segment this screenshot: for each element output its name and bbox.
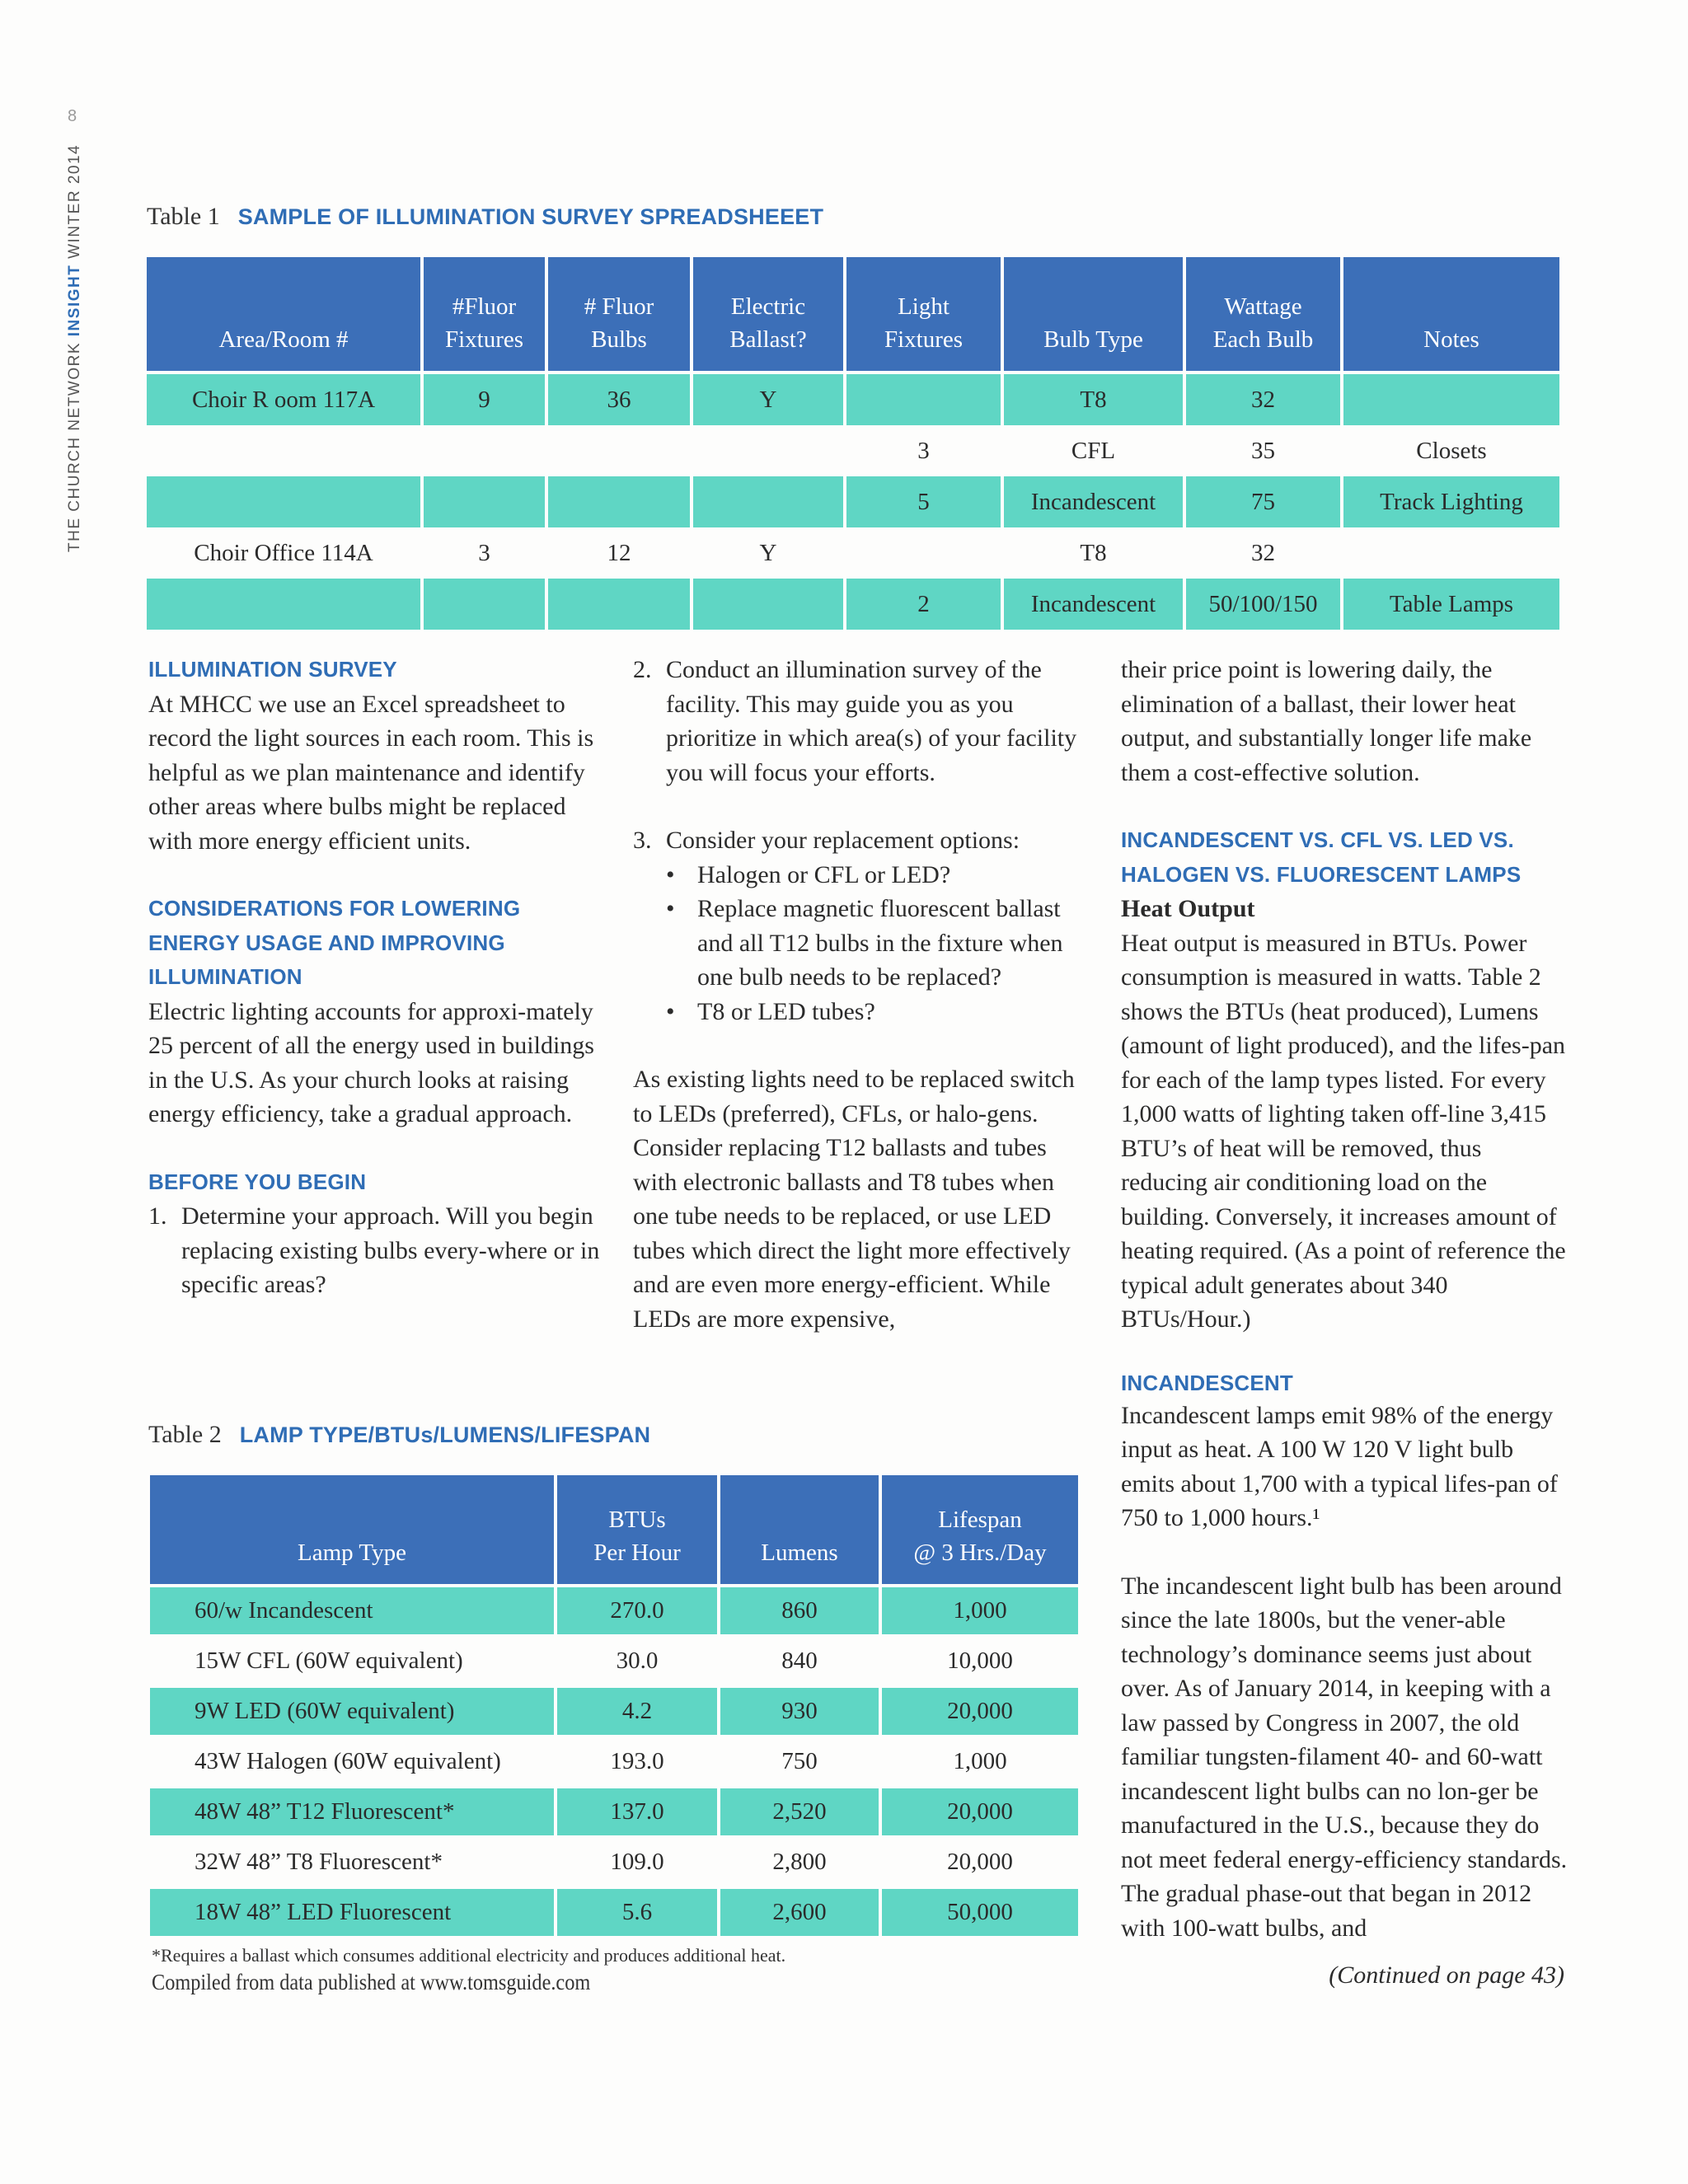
table2-caption xyxy=(148,1421,650,1449)
table2-label: Table 2 xyxy=(148,1421,222,1448)
table-row: 2 Incandescent 50/100/150 Table Lamps xyxy=(147,579,1559,630)
table1-title: SAMPLE OF ILLUMINATION SURVEY SPREADSHEEET xyxy=(237,204,824,229)
header-wattage: Wattage Each Bulb xyxy=(1186,257,1340,371)
paragraph: The incandescent light bulb has been around since the late 1800s, but the vener-able technology’s dominance seems just about over. As of January 2014, in keeping with a law passed by Congress in 2007, the old familiar tungsten-filament 40- and 60-watt incandescent light bulbs can no lon-ger be manufactured in the U.S., because they do not meet federal energy-efficiency standards. The gradual phase-out that began in 2012 with 100-watt bulbs, and xyxy=(1121,1572,1568,1942)
subheading-heat-output: Heat Output xyxy=(1121,895,1255,922)
header-electric-ballast: Electric Ballast? xyxy=(693,257,843,371)
heading-before-you-begin: BEFORE YOU BEGIN xyxy=(148,1169,367,1194)
table-row: 5 Incandescent 75 Track Lighting xyxy=(147,476,1559,527)
header-fluor-fixtures: #Fluor Fixtures xyxy=(424,257,545,371)
column-1 xyxy=(148,653,610,1302)
table-row: Choir Office 114A 3 12 Y T8 32 xyxy=(194,539,1275,566)
lamp-table-header xyxy=(150,1475,1078,1584)
header-fluor-bulbs: # Fluor Bulbs xyxy=(548,257,690,371)
heading-illumination-survey: ILLUMINATION SURVEY xyxy=(148,657,397,682)
table2-title: LAMP TYPE/BTUs/LUMENS/LIFESPAN xyxy=(239,1422,651,1447)
table-row: 18W 48” LED Fluorescent 5.6 2,600 50,000 xyxy=(150,1886,1078,1936)
header-btus: BTUs Per Hour xyxy=(557,1475,717,1584)
survey-table xyxy=(143,257,1563,630)
survey-table-header xyxy=(147,257,1559,371)
table-row: 43W Halogen (60W equivalent) 193.0 750 1,000 xyxy=(150,1735,1078,1785)
bullet-item: • Halogen or CFL or LED? xyxy=(633,858,1085,893)
lamp-table xyxy=(147,1475,1081,1936)
bullet-item: • T8 or LED tubes? xyxy=(633,995,1085,1029)
header-light-fixtures: Light Fixtures xyxy=(846,257,1001,371)
paragraph: their price point is lowering daily, the elimination of a ballast, their lower heat output, and substantially longer life make them a cost-effective solution. xyxy=(1121,656,1532,786)
page-number: 8 xyxy=(68,107,77,125)
paragraph: Heat output is measured in BTUs. Power consumption is measured in watts. Table 2 shows the BTUs (heat produced), Lumens (amount of light produced), and the lifes-pan for each of the lamp types listed. For every 1,000 watts of lighting taken off-line 3,415 BTU’s of heat will be removed, thus reducing air conditioning load on the building. Conversely, it increases amount of heating required. (As a point of reference the typical adult generates about 340 BTUs/Hour.) xyxy=(1121,929,1566,1333)
heading-lamp-comparison: INCANDESCENT VS. CFL VS. LED VS. HALOGEN VS. FLUORESCENT LAMPS xyxy=(1121,827,1522,887)
heading-considerations: CONSIDERATIONS FOR LOWERING ENERGY USAGE AND IMPROVING ILLUMINATION xyxy=(148,896,521,989)
header-lumens: Lumens xyxy=(720,1475,879,1584)
table-row: 3 CFL 35 Closets xyxy=(917,437,1487,464)
table-row: 60/w Incandescent 270.0 860 1,000 xyxy=(150,1584,1078,1634)
continued-note: (Continued on page 43) xyxy=(1329,1961,1564,1989)
list-item: 3. Consider your replacement options: xyxy=(633,827,1020,854)
bullet-item: • Replace magnetic fluorescent ballast and all T12 bulbs in the fixture when one bulb needs to be replaced? xyxy=(633,892,1085,995)
list-item: 2. Conduct an illumination survey of the facility. This may guide you as you prioritize in which area(s) of your facility you will focus your efforts. xyxy=(633,656,1077,786)
table-row: 9W LED (60W equivalent) 4.2 930 20,000 xyxy=(150,1685,1078,1735)
table-row: Choir R oom 117A 9 36 Y T8 32 xyxy=(147,371,1559,425)
heading-incandescent: INCANDESCENT xyxy=(1121,1370,1293,1395)
header-lifespan: Lifespan @ 3 Hrs./Day xyxy=(882,1475,1078,1584)
header-notes: Notes xyxy=(1343,257,1559,371)
paragraph: Incandescent lamps emit 98% of the energy input as heat. A 100 W 120 V light bulb emits about 1,700 with a typical lifes-pan of 750 to 1,000 hours.¹ xyxy=(1121,1401,1558,1531)
list-item: 1. Determine your approach. Will you begin replacing existing bulbs every-where or in specific areas? xyxy=(148,1202,600,1298)
paragraph: At MHCC we use an Excel spreadsheet to record the light sources in each room. This is helpful as we plan maintenance and identify other areas where bulbs might be replaced with more energy efficient units. xyxy=(148,690,594,855)
table-row: 48W 48” T12 Fluorescent* 137.0 2,520 20,000 xyxy=(150,1785,1078,1835)
paragraph: As existing lights need to be replaced switch to LEDs (preferred), CFLs, or halo-gens. Consider replacing T12 ballasts and tubes with electronic ballasts and T8 tubes when one tube needs to be replaced, or use LED tubes which direct the light more effectively and are even more energy-efficient. While LEDs are more expensive, xyxy=(633,1066,1075,1333)
table-row: 32W 48” T8 Fluorescent* 109.0 2,800 20,000 xyxy=(150,1835,1078,1886)
column-2 xyxy=(633,653,1085,1336)
spine-masthead: THE CHURCH NETWORK INSIGHT WINTER 2014 xyxy=(66,143,83,552)
header-area: Area/Room # xyxy=(147,257,420,371)
column-3 xyxy=(1121,653,1573,1945)
table2-source: Compiled from data published at www.tomsguide.com xyxy=(152,1970,591,1994)
table2-footnote: *Requires a ballast which consumes additional electricity and produces additional heat. xyxy=(152,1945,786,1966)
table1-label: Table 1 xyxy=(147,203,220,230)
header-lamp-type: Lamp Type xyxy=(150,1475,554,1584)
paragraph: Electric lighting accounts for approxi-mately 25 percent of all the energy used in buildings in the U.S. As your church looks at raising energy efficiency, take a gradual approach. xyxy=(148,997,594,1127)
table-row: 15W CFL (60W equivalent) 30.0 840 10,000 xyxy=(150,1634,1078,1685)
header-bulb-type: Bulb Type xyxy=(1004,257,1183,371)
table1-caption xyxy=(147,203,823,231)
